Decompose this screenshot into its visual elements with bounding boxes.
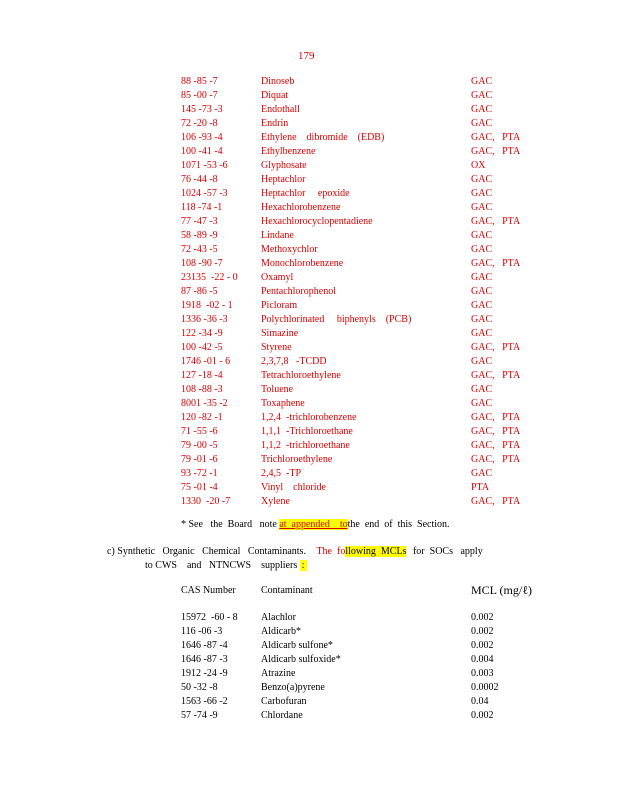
contaminant-cell: Hexachlorobenzene: [261, 202, 341, 213]
cas-cell: 58 -89 -9: [181, 230, 218, 241]
value-cell: GAC, PTA: [471, 216, 521, 227]
cas-cell: 50 -32 -8: [181, 682, 218, 693]
cas-cell: 77 -47 -3: [181, 216, 218, 227]
value-cell: GAC: [471, 384, 493, 395]
value-cell: GAC: [471, 104, 493, 115]
header-cas-number: CAS Number: [181, 585, 236, 596]
contaminant-cell: 2,3,7,8 -TCDD: [261, 356, 327, 367]
contaminant-cell: Chlordane: [261, 710, 303, 721]
contaminant-cell: Aldicarb sulfoxide*: [261, 654, 341, 665]
value-cell: GAC, PTA: [471, 440, 521, 451]
contaminant-cell: Endothall: [261, 104, 300, 115]
contaminant-cell: 1,1,2 -trichloroethane: [261, 440, 350, 451]
note-end: the end of this Section.: [347, 519, 450, 530]
value-cell: 0.004: [471, 654, 494, 665]
value-cell: GAC: [471, 286, 493, 297]
value-cell: GAC, PTA: [471, 146, 521, 157]
value-cell: GAC, PTA: [471, 426, 521, 437]
contaminant-cell: Aldicarb sulfone*: [261, 640, 333, 651]
cas-cell: 71 -55 -6: [181, 426, 218, 437]
value-cell: GAC, PTA: [471, 412, 521, 423]
cas-cell: 79 -00 -5: [181, 440, 218, 451]
contaminant-cell: Heptachlor epoxide: [261, 188, 350, 199]
cas-cell: 57 -74 -9: [181, 710, 218, 721]
value-cell: 0.002: [471, 710, 494, 721]
cas-cell: 72 -20 -8: [181, 118, 218, 129]
value-cell: GAC: [471, 314, 493, 325]
value-cell: GAC, PTA: [471, 342, 521, 353]
value-cell: GAC, PTA: [471, 496, 521, 507]
value-cell: GAC: [471, 90, 493, 101]
value-cell: GAC: [471, 230, 493, 241]
value-cell: GAC, PTA: [471, 454, 521, 465]
contaminant-cell: Styrene: [261, 342, 292, 353]
value-cell: GAC: [471, 244, 493, 255]
section-c-highlight: llowing MCLs: [345, 546, 407, 557]
contaminant-cell: Aldicarb*: [261, 626, 301, 637]
section-c-colon-mark: :: [301, 560, 305, 571]
cas-cell: 108 -90 -7: [181, 258, 223, 269]
section-c-red-text: The fo: [316, 546, 346, 557]
contaminant-cell: Vinyl chloride: [261, 482, 326, 493]
cas-cell: 1071 -53 -6: [181, 160, 228, 171]
value-cell: OX: [471, 160, 486, 171]
board-note: [181, 518, 450, 532]
cas-cell: 100 -41 -4: [181, 146, 223, 157]
cas-cell: 1746 -01 - 6: [181, 356, 231, 367]
cas-cell: 108 -88 -3: [181, 384, 223, 395]
cas-cell: 116 -06 -3: [181, 626, 223, 637]
cas-cell: 145 -73 -3: [181, 104, 223, 115]
cas-cell: 1024 -57 -3: [181, 188, 228, 199]
cas-cell: 1918 -02 - 1: [181, 300, 233, 311]
contaminant-cell: Ethylbenzene: [261, 146, 316, 157]
value-cell: 0.0002: [471, 682, 499, 693]
section-c-title: c) Synthetic Organic Chemical Contaminants.: [107, 546, 306, 557]
value-cell: GAC: [471, 188, 493, 199]
cas-cell: 88 -85 -7: [181, 76, 218, 87]
header-contaminant: Contaminant: [261, 585, 313, 596]
cas-cell: 120 -82 -1: [181, 412, 223, 423]
value-cell: GAC: [471, 202, 493, 213]
cas-cell: 122 -34 -9: [181, 328, 223, 339]
section-c-line2: [145, 559, 307, 573]
cas-cell: 85 -00 -7: [181, 90, 218, 101]
contaminant-cell: Toluene: [261, 384, 294, 395]
cas-cell: 100 -42 -5: [181, 342, 223, 353]
note-highlight: at appended to: [279, 519, 348, 530]
contaminant-cell: Diquat: [261, 90, 289, 101]
contaminant-cell: Dinoseb: [261, 76, 295, 87]
value-cell: 0.002: [471, 626, 494, 637]
cas-cell: 1912 -24 -9: [181, 668, 228, 679]
value-cell: GAC: [471, 174, 493, 185]
section-c-suppliers: to CWS and NTNCWS suppliers: [145, 560, 298, 571]
header-mcl: MCL (mg/ℓ): [471, 583, 532, 597]
cas-cell: 1646 -87 -4: [181, 640, 228, 651]
contaminant-cell: Endrin: [261, 118, 289, 129]
section-c-line1: [107, 545, 483, 559]
cas-cell: 1563 -66 -2: [181, 696, 228, 707]
cas-cell: 75 -01 -4: [181, 482, 218, 493]
page-number: 179: [298, 50, 315, 62]
cas-cell: 8001 -35 -2: [181, 398, 228, 409]
cas-cell: 1336 -36 -3: [181, 314, 228, 325]
cas-cell: 76 -44 -8: [181, 174, 218, 185]
value-cell: PTA: [471, 482, 490, 493]
cas-cell: 1330 -20 -7: [181, 496, 231, 507]
contaminant-cell: Methoxychlor: [261, 244, 318, 255]
contaminant-cell: Carbofuran: [261, 696, 307, 707]
contaminant-cell: Tetrachloroethylene: [261, 370, 341, 381]
contaminant-cell: Heptachlor: [261, 174, 306, 185]
value-cell: GAC, PTA: [471, 258, 521, 269]
cas-cell: 79 -01 -6: [181, 454, 218, 465]
value-cell: GAC: [471, 272, 493, 283]
cas-cell: 15972 -60 - 8: [181, 612, 238, 623]
contaminant-cell: Trichloroethylene: [261, 454, 333, 465]
note-start: * See the Board note: [181, 519, 280, 530]
contaminant-cell: Lindane: [261, 230, 294, 241]
value-cell: GAC: [471, 468, 493, 479]
cas-cell: 1646 -87 -3: [181, 654, 228, 665]
contaminant-cell: 1,1,1 -Trichloroethane: [261, 426, 353, 437]
value-cell: 0.003: [471, 668, 494, 679]
contaminant-cell: Oxamyl: [261, 272, 294, 283]
value-cell: 0.04: [471, 696, 489, 707]
contaminant-cell: Toxaphene: [261, 398, 305, 409]
contaminant-cell: 2,4,5 -TP: [261, 468, 301, 479]
value-cell: GAC: [471, 118, 493, 129]
cas-cell: 23135 -22 - 0: [181, 272, 238, 283]
section-c-apply: for SOCs apply: [412, 546, 483, 557]
contaminant-cell: Hexachlorocyclopentadiene: [261, 216, 373, 227]
value-cell: GAC: [471, 76, 493, 87]
value-cell: GAC: [471, 300, 493, 311]
contaminant-cell: Glyphosate: [261, 160, 307, 171]
contaminant-cell: 1,2,4 -trichlorobenzene: [261, 412, 357, 423]
value-cell: GAC, PTA: [471, 370, 521, 381]
contaminant-cell: Pentachlorophenol: [261, 286, 336, 297]
cas-cell: 127 -18 -4: [181, 370, 223, 381]
cas-cell: 93 -72 -1: [181, 468, 218, 479]
contaminant-cell: Xylene: [261, 496, 290, 507]
contaminant-cell: Picloram: [261, 300, 298, 311]
value-cell: GAC: [471, 356, 493, 367]
contaminant-cell: Atrazine: [261, 668, 296, 679]
contaminant-cell: Simazine: [261, 328, 299, 339]
value-cell: 0.002: [471, 612, 494, 623]
contaminant-cell: Polychlorinated biphenyls (PCB): [261, 314, 412, 325]
cas-cell: 118 -74 -1: [181, 202, 223, 213]
cas-cell: 72 -43 -5: [181, 244, 218, 255]
cas-cell: 106 -93 -4: [181, 132, 223, 143]
value-cell: 0.002: [471, 640, 494, 651]
cas-cell: 87 -86 -5: [181, 286, 218, 297]
contaminant-cell: Ethylene dibromide (EDB): [261, 132, 385, 143]
contaminant-cell: Benzo(a)pyrene: [261, 682, 325, 693]
value-cell: GAC, PTA: [471, 132, 521, 143]
value-cell: GAC: [471, 328, 493, 339]
value-cell: GAC: [471, 398, 493, 409]
contaminant-cell: Monochlorobenzene: [261, 258, 344, 269]
contaminant-cell: Alachlor: [261, 612, 296, 623]
